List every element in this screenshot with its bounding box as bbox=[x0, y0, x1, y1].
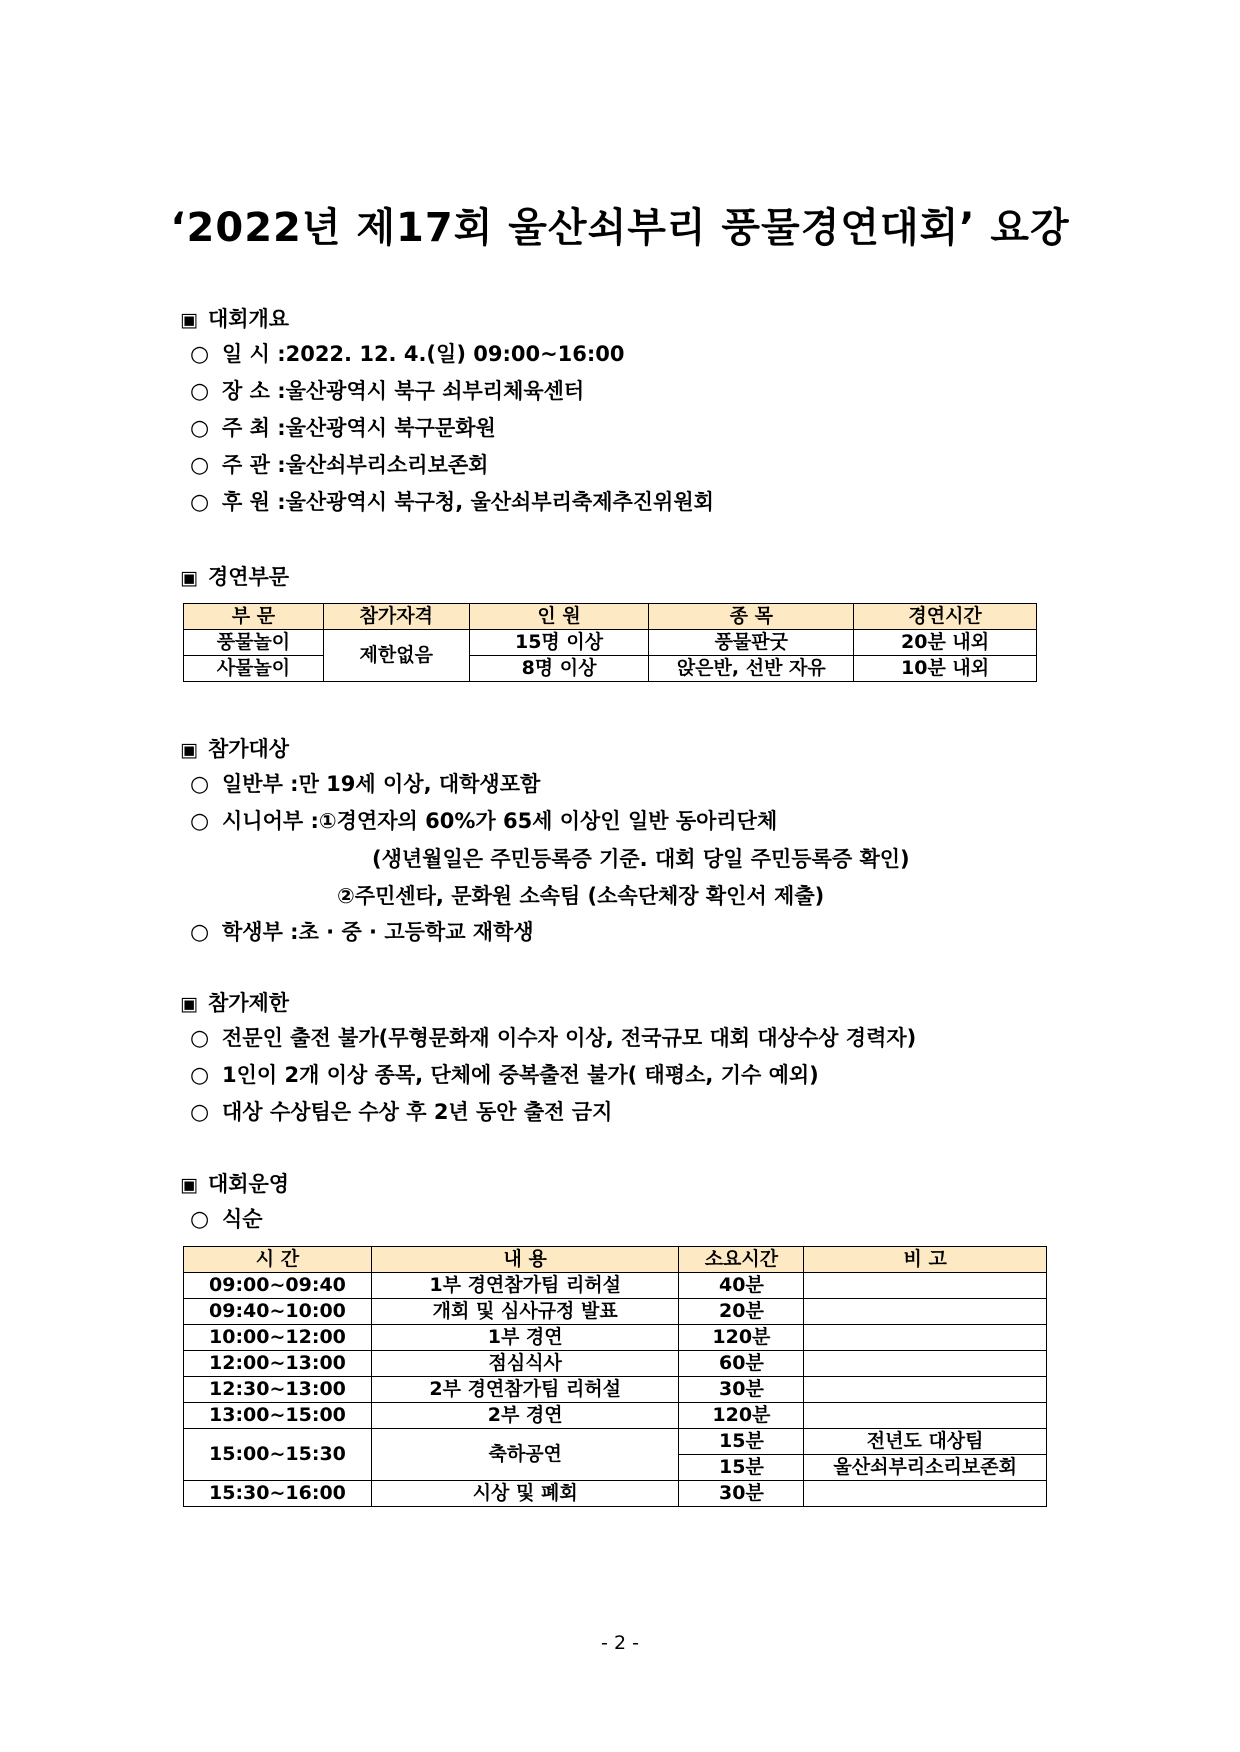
item-value: 대상 수상팀은 수상 후 2년 동안 출전 금지 bbox=[222, 1100, 613, 1124]
list-item bbox=[190, 766, 777, 803]
table-cell: 15:30~16:00 bbox=[184, 1481, 372, 1507]
item-key: 주 관 : bbox=[222, 453, 286, 477]
table-cell bbox=[804, 1273, 1047, 1299]
table-cell: 축하공연 bbox=[371, 1429, 679, 1481]
circle-bullet-icon: ○ bbox=[190, 1026, 210, 1051]
section-operation-heading bbox=[180, 1168, 289, 1198]
item-value: 초 · 중 · 고등학교 재학생 bbox=[298, 920, 534, 944]
circle-bullet-icon: ○ bbox=[190, 1100, 210, 1125]
eligibility-heading-text: 참가대상 bbox=[207, 737, 290, 761]
table-cell: 40분 bbox=[679, 1273, 804, 1299]
table-row bbox=[184, 1429, 1047, 1455]
categories-heading-text: 경연부문 bbox=[207, 565, 290, 589]
table-cell: 점심식사 bbox=[371, 1351, 679, 1377]
item-key: 후 원 : bbox=[222, 490, 286, 514]
column-header: 비 고 bbox=[804, 1247, 1047, 1273]
restrictions-list bbox=[190, 1020, 916, 1131]
list-item bbox=[190, 447, 714, 484]
table-cell: 10:00~12:00 bbox=[184, 1325, 372, 1351]
table-row bbox=[184, 656, 1037, 682]
circle-bullet-icon: ○ bbox=[190, 1063, 210, 1088]
table-cell: 개회 및 심사규정 발표 bbox=[371, 1299, 679, 1325]
table-row bbox=[184, 1377, 1047, 1403]
restrictions-heading-text: 참가제한 bbox=[207, 991, 290, 1015]
table-row bbox=[184, 1299, 1047, 1325]
list-item bbox=[190, 1094, 916, 1131]
table-cell: 1부 경연참가팀 리허설 bbox=[371, 1273, 679, 1299]
circle-bullet-icon: ○ bbox=[190, 416, 210, 441]
circle-bullet-icon: ○ bbox=[190, 1207, 210, 1232]
column-header: 시 간 bbox=[184, 1247, 372, 1273]
table-row bbox=[184, 1273, 1047, 1299]
section-restrictions-heading bbox=[180, 987, 289, 1017]
list-item bbox=[190, 484, 714, 521]
senior-note-1: (생년월일은 주민등록증 기준. 대회 당일 주민등록증 확인) bbox=[372, 847, 910, 871]
list-item bbox=[190, 1057, 916, 1094]
column-header: 소요시간 bbox=[679, 1247, 804, 1273]
list-item bbox=[190, 914, 534, 951]
item-value: 울산광역시 북구청, 울산쇠부리축제추진위원회 bbox=[285, 490, 714, 514]
table-cell: 09:40~10:00 bbox=[184, 1299, 372, 1325]
item-key: 시니어부 : bbox=[222, 809, 319, 833]
operation-heading-text: 대회운영 bbox=[207, 1172, 290, 1196]
table-cell: 20분 bbox=[679, 1299, 804, 1325]
section-overview-heading bbox=[180, 303, 289, 333]
circle-bullet-icon: ○ bbox=[190, 453, 210, 478]
page-title: ‘2022년 제17회 울산쇠부리 풍물경연대회’ 요강 bbox=[170, 205, 1070, 251]
table-cell: 15명 이상 bbox=[469, 630, 649, 656]
eligibility-list-b bbox=[190, 914, 534, 951]
table-cell: 30분 bbox=[679, 1377, 804, 1403]
table-cell: 15분 bbox=[679, 1429, 804, 1455]
circle-bullet-icon: ○ bbox=[190, 490, 210, 515]
item-value: 1인이 2개 이상 종목, 단체에 중복출전 불가( 태평소, 기수 예외) bbox=[222, 1063, 819, 1087]
operation-sub bbox=[190, 1201, 263, 1238]
table-cell: 전년도 대상팀 bbox=[804, 1429, 1047, 1455]
column-header: 경연시간 bbox=[854, 604, 1037, 630]
page-number: - 2 - bbox=[601, 1632, 639, 1654]
table-cell: 20분 내외 bbox=[854, 630, 1037, 656]
overview-heading-text: 대회개요 bbox=[207, 307, 290, 331]
categories-table bbox=[183, 603, 1037, 682]
item-value: 울산광역시 북구문화원 bbox=[285, 416, 496, 440]
item-value: 전문인 출전 불가(무형문화재 이수자 이상, 전국규모 대회 대상수상 경력자) bbox=[222, 1026, 917, 1050]
item-key: 주 최 : bbox=[222, 416, 286, 440]
table-cell: 09:00~09:40 bbox=[184, 1273, 372, 1299]
item-value: 울산쇠부리소리보존회 bbox=[285, 453, 489, 477]
table-row bbox=[184, 1325, 1047, 1351]
table-header-row bbox=[184, 1247, 1047, 1273]
square-bullet-icon: ▣ bbox=[180, 1174, 198, 1196]
column-header: 부 문 bbox=[184, 604, 324, 630]
circle-bullet-icon: ○ bbox=[190, 772, 210, 797]
table-cell bbox=[804, 1377, 1047, 1403]
table-cell: 30분 bbox=[679, 1481, 804, 1507]
section-eligibility-heading bbox=[180, 733, 289, 763]
table-cell: 시상 및 폐회 bbox=[371, 1481, 679, 1507]
square-bullet-icon: ▣ bbox=[180, 309, 198, 331]
list-item bbox=[190, 410, 714, 447]
table-cell: 120분 bbox=[679, 1325, 804, 1351]
circle-bullet-icon: ○ bbox=[190, 809, 210, 834]
table-cell: 제한없음 bbox=[323, 630, 469, 682]
list-item bbox=[190, 373, 714, 410]
item-key: 장 소 : bbox=[222, 379, 286, 403]
schedule-table bbox=[183, 1246, 1047, 1507]
table-row bbox=[184, 1403, 1047, 1429]
table-row bbox=[184, 630, 1037, 656]
table-cell: 2부 경연 bbox=[371, 1403, 679, 1429]
table-cell: 15분 bbox=[679, 1455, 804, 1481]
table-cell: 60분 bbox=[679, 1351, 804, 1377]
table-cell bbox=[804, 1351, 1047, 1377]
table-cell: 2부 경연참가팀 리허설 bbox=[371, 1377, 679, 1403]
table-row bbox=[184, 1351, 1047, 1377]
square-bullet-icon: ▣ bbox=[180, 993, 198, 1015]
table-cell: 13:00~15:00 bbox=[184, 1403, 372, 1429]
table-cell: 15:00~15:30 bbox=[184, 1429, 372, 1481]
table-cell: 앉은반, 선반 자유 bbox=[649, 656, 854, 682]
table-cell: 1부 경연 bbox=[371, 1325, 679, 1351]
item-value: 만 19세 이상, 대학생포함 bbox=[298, 772, 541, 796]
item-value: 울산광역시 북구 쇠부리체육센터 bbox=[285, 379, 585, 403]
list-item bbox=[190, 336, 714, 373]
item-value: ①경연자의 60%가 65세 이상인 일반 동아리단체 bbox=[318, 809, 778, 833]
square-bullet-icon: ▣ bbox=[180, 739, 198, 761]
table-cell: 10분 내외 bbox=[854, 656, 1037, 682]
table-row bbox=[184, 1481, 1047, 1507]
list-item bbox=[190, 1201, 263, 1238]
overview-list bbox=[190, 336, 714, 521]
item-value: 식순 bbox=[222, 1207, 263, 1231]
square-bullet-icon: ▣ bbox=[180, 567, 198, 589]
item-key: 일 시 : bbox=[222, 342, 286, 366]
table-cell bbox=[804, 1325, 1047, 1351]
item-key: 학생부 : bbox=[222, 920, 299, 944]
table-header-row bbox=[184, 604, 1037, 630]
table-cell bbox=[804, 1481, 1047, 1507]
column-header: 인 원 bbox=[469, 604, 649, 630]
table-cell: 사물놀이 bbox=[184, 656, 324, 682]
table-cell bbox=[804, 1403, 1047, 1429]
table-cell: 12:30~13:00 bbox=[184, 1377, 372, 1403]
table-cell: 울산쇠부리소리보존회 bbox=[804, 1455, 1047, 1481]
table-cell: 12:00~13:00 bbox=[184, 1351, 372, 1377]
column-header: 참가자격 bbox=[323, 604, 469, 630]
table-cell bbox=[804, 1299, 1047, 1325]
table-cell: 풍물판굿 bbox=[649, 630, 854, 656]
circle-bullet-icon: ○ bbox=[190, 379, 210, 404]
eligibility-list-a bbox=[190, 766, 777, 840]
list-item bbox=[190, 1020, 916, 1057]
table-cell: 풍물놀이 bbox=[184, 630, 324, 656]
item-value: 2022. 12. 4.(일) 09:00~16:00 bbox=[285, 342, 625, 366]
list-item bbox=[190, 803, 777, 840]
table-cell: 120분 bbox=[679, 1403, 804, 1429]
column-header: 종 목 bbox=[649, 604, 854, 630]
senior-note-2: ②주민센타, 문화원 소속팀 (소속단체장 확인서 제출) bbox=[337, 884, 825, 908]
circle-bullet-icon: ○ bbox=[190, 342, 210, 367]
circle-bullet-icon: ○ bbox=[190, 920, 210, 945]
item-key: 일반부 : bbox=[222, 772, 299, 796]
column-header: 내 용 bbox=[371, 1247, 679, 1273]
table-cell: 8명 이상 bbox=[469, 656, 649, 682]
section-categories-heading bbox=[180, 561, 289, 591]
